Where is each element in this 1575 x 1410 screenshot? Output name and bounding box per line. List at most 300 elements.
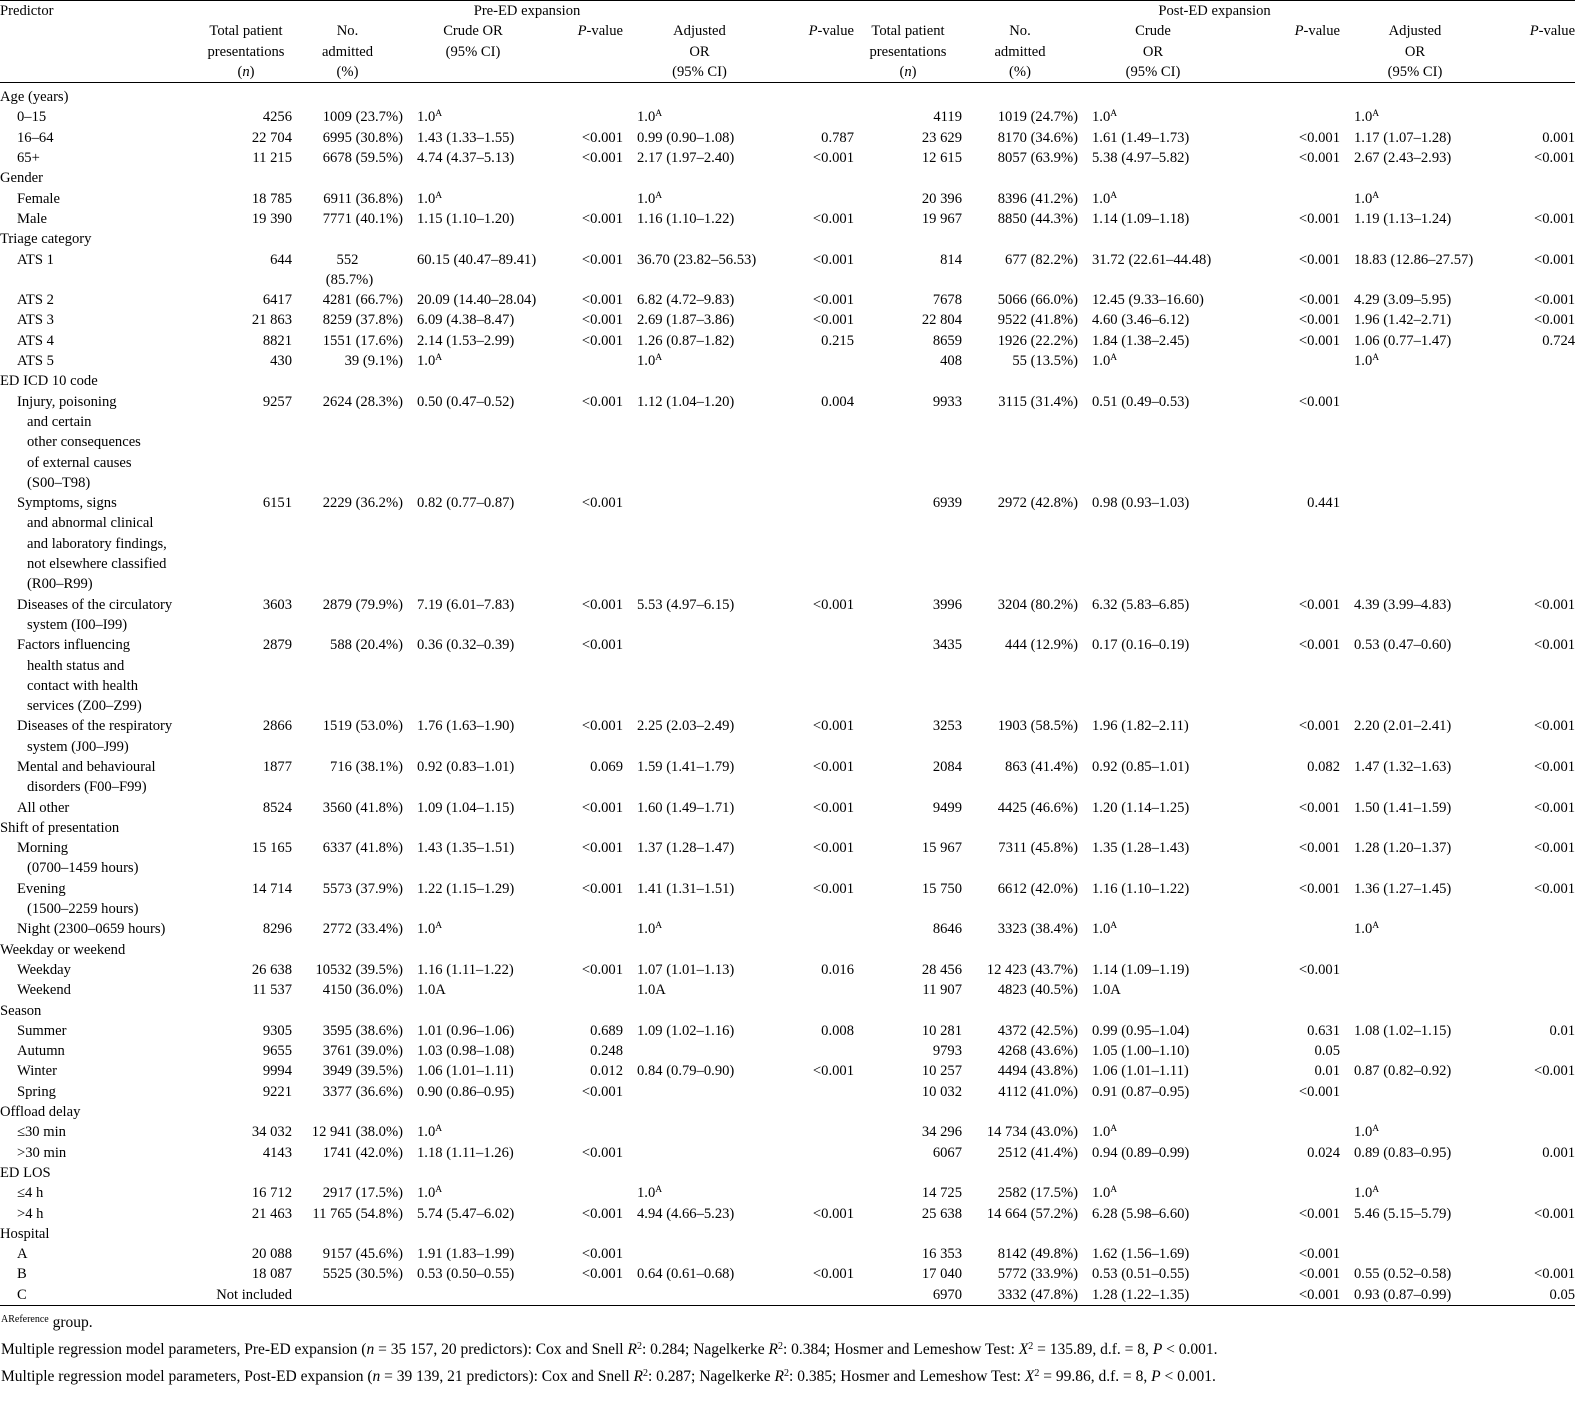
predictor-label: [0, 1082, 200, 1102]
pre-crude-p-value-cell: <0.001: [581, 1205, 623, 1222]
post-adjusted-or-cell: 18.83 (12.86–27.57): [1354, 251, 1474, 268]
pre-adjusted-or-cell: [623, 1082, 776, 1102]
header-line: Adjusted: [673, 23, 726, 40]
predictor-label: [0, 209, 200, 229]
pre-no-admitted-cell: 6678 (59.5%): [322, 150, 403, 167]
pre-crude-p-value-cell: [543, 1183, 623, 1203]
post-adjusted-p-value-cell: [1490, 392, 1575, 493]
pre-crude-or-cell: $1.0^A$: [417, 1185, 443, 1202]
post-total-presentations-cell: 15 750: [921, 880, 962, 897]
header-line: Total patient: [209, 23, 283, 40]
pre-no-admitted-cell: 5525 (30.5%): [322, 1266, 403, 1283]
post-crude-p-value-cell: [1228, 189, 1340, 209]
table-row: [0, 351, 1575, 371]
pre-crude-or-cell: $1.0^A$: [417, 109, 443, 126]
table-row: [0, 595, 1575, 636]
pre-adjusted-or-cell: 1.41 (1.31–1.51): [637, 880, 735, 897]
pre-crude-p-value-cell: <0.001: [581, 332, 623, 349]
pre-adjusted-or-cell: 6.82 (4.72–9.83): [637, 292, 735, 309]
post-total-presentations-cell: 3996: [932, 596, 962, 613]
header-line: (%): [336, 63, 359, 80]
pre-crude-or-cell: 6.09 (4.38–8.47): [417, 312, 515, 329]
post-total-presentations-cell: 19 967: [921, 210, 962, 227]
footnote-3: Multiple regression model parameters, Post-ED expansion (n = 39 139, 21 predictors): Cox and Snell $R^2$: 0.287; Nagelkerke $R^2$: 0.385; Hosmer and Lemeshow Test: $X^2 = 99.86$, d.f. = 8, P < 0.001.: [1, 1368, 1216, 1385]
pre-crude-or-cell: 1.01 (0.96–1.06): [417, 1022, 515, 1039]
pre-adjusted-p-value-cell: 0.787: [821, 129, 854, 146]
predictor-label-line: of external causes: [27, 454, 132, 471]
table-row: [0, 310, 1575, 330]
predictor-label: [0, 392, 200, 493]
predictor-label-line: >4 h: [17, 1205, 44, 1222]
pre-crude-p-value-cell: <0.001: [581, 210, 623, 227]
pre-total-presentations-cell: 8296: [262, 921, 292, 938]
pre-crude-p-value-cell: <0.001: [581, 880, 623, 897]
post-crude-p-value-cell: <0.001: [1298, 129, 1340, 146]
header-line: P-value: [808, 23, 854, 40]
pre-crude-or-cell: 4.74 (4.37–5.13): [417, 150, 515, 167]
pre-total-presentations-cell: 2866: [262, 718, 292, 735]
post-crude-p-value-cell: <0.001: [1298, 1266, 1340, 1283]
post-adjusted-or-cell: 1.08 (1.02–1.15): [1354, 1022, 1452, 1039]
post-total-presentations-cell: 12 615: [921, 150, 962, 167]
predictor-label: [0, 757, 200, 798]
pre-no-admitted-cell: 3949 (39.5%): [322, 1063, 403, 1080]
post-no-admitted-cell: 5772 (33.9%): [997, 1266, 1078, 1283]
table-footnotes: [0, 1312, 1475, 1387]
pre-adjusted-p-value-header: [776, 21, 854, 82]
predictor-label: [0, 919, 200, 939]
predictor-label: [0, 189, 200, 209]
predictor-label-line: other consequences: [27, 434, 141, 451]
predictor-label-line: A: [17, 1246, 28, 1263]
pre-adjusted-or-cell: [623, 1122, 776, 1142]
post-crude-or-cell: 5.38 (4.97–5.82): [1092, 150, 1190, 167]
post-total-presentations-cell: 28 456: [921, 961, 962, 978]
pre-crude-or-cell: [403, 1285, 543, 1306]
predictor-label-line: not elsewhere classified: [27, 556, 167, 573]
table-group-row: [0, 1001, 1575, 1021]
predictor-label-line: Weekend: [17, 982, 71, 999]
header-line: P-value: [577, 23, 623, 40]
header-line: Crude: [1135, 23, 1171, 40]
predictor-label-line: Diseases of the circulatory: [17, 596, 173, 613]
pre-no-admitted-cell: 9157 (45.6%): [322, 1246, 403, 1263]
pre-no-admitted-cell: 3377 (36.6%): [322, 1083, 403, 1100]
predictor-label: [0, 798, 200, 818]
pre-total-presentations-cell: 2879: [262, 637, 292, 654]
post-adjusted-p-value-cell: [1490, 107, 1575, 127]
header-line: presentations: [869, 43, 947, 60]
pre-no-admitted-cell: 1741 (42.0%): [322, 1144, 403, 1161]
post-crude-or-cell: 0.53 (0.51–0.55): [1092, 1266, 1190, 1283]
predictor-label-line: Night (2300–0659 hours): [17, 921, 166, 938]
pre-no-admitted-cell: 5573 (37.9%): [322, 880, 403, 897]
post-adjusted-p-value-cell: [1490, 1122, 1575, 1142]
post-adjusted-p-value-cell: <0.001: [1534, 718, 1575, 735]
pre-total-presentations-cell: 18 087: [251, 1266, 292, 1283]
post-no-admitted-cell: 12 423 (43.7%): [986, 961, 1078, 978]
predictor-label-line: ATS 3: [17, 312, 54, 329]
post-no-admitted-cell: 8396 (41.2%): [997, 190, 1078, 207]
post-crude-p-value-cell: <0.001: [1298, 292, 1340, 309]
post-no-admitted-cell: 9522 (41.8%): [997, 312, 1078, 329]
predictor-label-line: and certain: [27, 413, 92, 430]
pre-crude-or-cell: 1.15 (1.10–1.20): [417, 210, 515, 227]
pre-crude-or-cell: $1.0^A$: [417, 190, 443, 207]
pre-no-admitted-cell: 6911 (36.8%): [323, 190, 403, 207]
post-crude-p-value-cell: [1228, 351, 1340, 371]
post-crude-or-cell: 1.35 (1.28–1.43): [1092, 840, 1190, 857]
pre-crude-or-cell: $1.0^A$: [417, 921, 443, 938]
pre-adjusted-p-value-cell: [776, 1143, 854, 1163]
post-total-presentations-cell: 408: [940, 353, 962, 370]
post-adjusted-or-cell: $1.0^A$: [1354, 921, 1380, 938]
post-crude-or-cell: 1.84 (1.38–2.45): [1092, 332, 1190, 349]
predictor-label-line: Symptoms, signs: [17, 495, 117, 512]
pre-adjusted-or-cell: [623, 1244, 776, 1264]
post-total-presentations-header: [854, 21, 962, 82]
post-adjusted-p-value-cell: [1490, 1041, 1575, 1061]
post-adjusted-or-cell: 1.47 (1.32–1.63): [1354, 758, 1452, 775]
pre-no-admitted-cell: 2917 (17.5%): [322, 1185, 403, 1202]
header-pre-ed-expansion: Pre-ED expansion: [200, 1, 854, 22]
post-adjusted-or-cell: 0.87 (0.82–0.92): [1354, 1063, 1452, 1080]
post-adjusted-p-value-cell: <0.001: [1534, 1205, 1575, 1222]
post-adjusted-p-value-cell: <0.001: [1534, 758, 1575, 775]
post-crude-p-value-cell: <0.001: [1298, 637, 1340, 654]
pre-crude-or-cell: 0.36 (0.32–0.39): [417, 637, 515, 654]
post-no-admitted-cell: 863 (41.4%): [1005, 758, 1078, 775]
post-crude-p-value-cell: [1228, 919, 1340, 939]
table-row: [0, 798, 1575, 818]
post-crude-p-value-cell: <0.001: [1298, 799, 1340, 816]
predictor-label: [0, 879, 200, 920]
post-adjusted-or-cell: 5.46 (5.15–5.79): [1354, 1205, 1452, 1222]
pre-adjusted-or-cell: $1.0^A$: [637, 353, 663, 370]
post-no-admitted-cell: 55 (13.5%): [1012, 353, 1078, 370]
pre-total-presentations-cell: 9305: [262, 1022, 292, 1039]
predictor-label-line: Morning: [17, 840, 69, 857]
post-adjusted-or-cell: $1.0^A$: [1354, 353, 1380, 370]
pre-crude-p-value-cell: 0.012: [590, 1063, 623, 1080]
pre-total-presentations-cell: 9257: [262, 393, 292, 410]
post-no-admitted-cell: 3332 (47.8%): [962, 1285, 1078, 1306]
table-row: [0, 1082, 1575, 1102]
post-crude-or-cell: 0.98 (0.93–1.03): [1092, 495, 1190, 512]
post-crude-or-cell: 12.45 (9.33–16.60): [1092, 292, 1204, 309]
pre-crude-p-value-cell: <0.001: [581, 312, 623, 329]
pre-crude-p-value-cell: <0.001: [581, 596, 623, 613]
post-adjusted-or-cell: 1.19 (1.13–1.24): [1354, 210, 1452, 227]
post-crude-or-cell: 0.91 (0.87–0.95): [1092, 1083, 1190, 1100]
post-total-presentations-cell: 9499: [932, 799, 962, 816]
post-crude-p-value-cell: <0.001: [1298, 312, 1340, 329]
post-crude-p-value-cell: [1228, 1122, 1340, 1142]
post-no-admitted-cell: 6612 (42.0%): [997, 880, 1078, 897]
pre-crude-p-value-cell: <0.001: [581, 1144, 623, 1161]
post-total-presentations-cell: 9933: [932, 393, 962, 410]
post-crude-p-value-cell: 0.631: [1307, 1022, 1340, 1039]
post-crude-p-value-cell: <0.001: [1298, 251, 1340, 268]
post-total-presentations-cell: 6970: [854, 1285, 962, 1306]
predictor-label-line: Winter: [17, 1063, 57, 1080]
pre-total-presentations-header: [200, 21, 292, 82]
table-row: [0, 189, 1575, 209]
header-line: Adjusted: [1388, 23, 1442, 40]
pre-crude-p-value-cell: <0.001: [581, 799, 623, 816]
pre-adjusted-or-cell: [623, 1143, 776, 1163]
post-no-admitted-cell: 7311 (45.8%): [998, 840, 1078, 857]
predictor-label-line: services (Z00–Z99): [27, 698, 142, 715]
pre-no-admitted-cell: 588 (20.4%): [330, 637, 403, 654]
pre-adjusted-or-cell: 2.17 (1.97–2.40): [637, 150, 735, 167]
post-total-presentations-cell: 8646: [932, 921, 962, 938]
post-adjusted-p-value-cell: 0.724: [1542, 332, 1575, 349]
post-crude-or-cell: 0.92 (0.85–1.01): [1092, 758, 1190, 775]
post-total-presentations-cell: 6067: [932, 1144, 962, 1161]
pre-adjusted-p-value-cell: [776, 107, 854, 127]
predictor-label: [0, 595, 200, 636]
pre-adjusted-p-value-cell: 0.004: [821, 393, 854, 410]
predictor-label: [0, 1264, 200, 1284]
pre-crude-p-value-cell: <0.001: [581, 1266, 623, 1283]
table-row: [0, 1021, 1575, 1041]
pre-total-presentations-cell: Not included: [200, 1285, 292, 1306]
pre-crude-p-value-cell: <0.001: [581, 840, 623, 857]
post-no-admitted-cell: 2582 (17.5%): [997, 1185, 1078, 1202]
pre-crude-p-value-cell: <0.001: [581, 150, 623, 167]
post-adjusted-or-cell: 1.50 (1.41–1.59): [1354, 799, 1452, 816]
pre-crude-or-cell: 2.14 (1.53–2.99): [417, 332, 515, 349]
pre-no-admitted-cell: 2772 (33.4%): [322, 921, 403, 938]
predictor-label-line: 0–15: [17, 109, 47, 126]
pre-adjusted-or-cell: 1.16 (1.10–1.22): [637, 210, 735, 227]
pre-adjusted-p-value-cell: [776, 1082, 854, 1102]
post-crude-p-value-cell: [1228, 107, 1340, 127]
table-row: [0, 209, 1575, 229]
predictor-label-line: (1500–2259 hours): [27, 901, 139, 918]
post-crude-p-value-cell: <0.001: [1298, 393, 1340, 410]
post-adjusted-or-cell: 4.39 (3.99–4.83): [1354, 596, 1452, 613]
post-adjusted-p-value-cell: [1490, 1082, 1575, 1102]
pre-total-presentations-cell: 9221: [262, 1083, 292, 1100]
pre-adjusted-p-value-cell: <0.001: [812, 210, 854, 227]
predictor-label-line: Factors influencing: [17, 637, 131, 654]
pre-no-admitted-cell: 6995 (30.8%): [322, 129, 403, 146]
header-line: OR: [1142, 43, 1164, 60]
post-adjusted-or-cell: 1.17 (1.07–1.28): [1354, 129, 1452, 146]
header-line: Crude OR: [443, 23, 503, 40]
pre-crude-or-cell: $1.0^A$: [417, 353, 443, 370]
post-no-admitted-cell: 8142 (49.8%): [997, 1246, 1078, 1263]
pre-no-admitted-cell: 4281 (66.7%): [322, 292, 403, 309]
predictor-label: [0, 331, 200, 351]
post-adjusted-p-value-cell: <0.001: [1534, 799, 1575, 816]
pre-no-admitted-cell: 2229 (36.2%): [322, 495, 403, 512]
pre-adjusted-or-cell: 1.60 (1.49–1.71): [637, 799, 735, 816]
pre-no-admitted-cell: 4150 (36.0%): [322, 982, 403, 999]
post-total-presentations-cell: 25 638: [921, 1205, 962, 1222]
post-crude-p-value-cell: <0.001: [1298, 1246, 1340, 1263]
table-row: [0, 290, 1575, 310]
predictor-label: [0, 493, 200, 594]
pre-no-admitted-cell: 2624 (28.3%): [322, 393, 403, 410]
post-crude-or-cell: 1.16 (1.10–1.22): [1092, 880, 1190, 897]
pre-adjusted-or-cell: 2.25 (2.03–2.49): [637, 718, 735, 735]
header-line: P-value: [1294, 23, 1340, 40]
post-no-admitted-cell: 3204 (80.2%): [997, 596, 1078, 613]
post-adjusted-or-cell: [1340, 1041, 1490, 1061]
predictor-label: [0, 960, 200, 980]
pre-no-admitted-cell: 6337 (41.8%): [322, 840, 403, 857]
post-crude-or-cell: 0.51 (0.49–0.53): [1092, 393, 1190, 410]
post-crude-or-header: [1078, 21, 1228, 82]
post-adjusted-p-value-cell: [1490, 1183, 1575, 1203]
post-adjusted-p-value-cell: [1490, 980, 1575, 1000]
predictor-label-line: (S00–T98): [27, 474, 91, 491]
table-row: [0, 493, 1575, 594]
table-row: [0, 331, 1575, 351]
post-total-presentations-cell: 22 804: [921, 312, 962, 329]
pre-adjusted-p-value-cell: <0.001: [812, 758, 854, 775]
pre-crude-p-value-cell: [543, 107, 623, 127]
table-group-row: [0, 87, 1575, 107]
pre-crude-or-cell: 1.43 (1.33–1.55): [417, 129, 515, 146]
pre-crude-p-value-header: [543, 21, 623, 82]
post-crude-p-value-header: [1228, 21, 1340, 82]
pre-crude-or-cell: 1.76 (1.63–1.90): [417, 718, 515, 735]
post-adjusted-p-value-cell: <0.001: [1534, 596, 1575, 613]
predictor-label: [0, 250, 200, 291]
predictor-label-line: and laboratory findings,: [27, 535, 167, 552]
post-adjusted-p-value-cell: <0.001: [1534, 312, 1575, 329]
post-crude-or-cell: 1.05 (1.00–1.10): [1092, 1043, 1190, 1060]
post-total-presentations-cell: 3435: [932, 637, 962, 654]
pre-total-presentations-cell: 16 712: [251, 1185, 292, 1202]
pre-adjusted-p-value-cell: [776, 351, 854, 371]
predictor-label: [0, 635, 200, 716]
post-crude-or-cell: 1.14 (1.09–1.18): [1092, 210, 1190, 227]
pre-crude-p-value-cell: 0.069: [590, 758, 623, 775]
header-line: Total patient: [871, 23, 945, 40]
pre-crude-or-cell: 5.74 (5.47–6.02): [417, 1205, 515, 1222]
pre-no-admitted-cell: 1009 (23.7%): [322, 109, 403, 126]
post-adjusted-or-cell: 1.06 (0.77–1.47): [1354, 332, 1452, 349]
post-adjusted-or-cell: 0.93 (0.87–0.99): [1340, 1285, 1490, 1306]
post-adjusted-or-cell: [1340, 960, 1490, 980]
pre-adjusted-or-cell: 0.99 (0.90–1.08): [637, 129, 735, 146]
pre-adjusted-or-cell: 4.94 (4.66–5.23): [637, 1205, 735, 1222]
pre-crude-p-value-cell: [543, 351, 623, 371]
pre-total-presentations-cell: 4256: [262, 109, 292, 126]
cell-line: 552: [336, 251, 359, 268]
pre-adjusted-p-value-cell: [776, 1122, 854, 1142]
pre-adjusted-p-value-cell: [776, 1183, 854, 1203]
pre-adjusted-or-cell: 1.09 (1.02–1.16): [637, 1022, 735, 1039]
table-row: [0, 1285, 1575, 1306]
table-row: [0, 1122, 1575, 1142]
pre-total-presentations-cell: 19 390: [251, 210, 292, 227]
pre-adjusted-or-cell: 0.84 (0.79–0.90): [637, 1063, 735, 1080]
pre-adjusted-p-value-cell: <0.001: [812, 1205, 854, 1222]
group-label: ED LOS: [0, 1164, 51, 1181]
post-adjusted-p-value-cell: <0.001: [1534, 251, 1575, 268]
header-line: (n): [899, 63, 917, 80]
predictor-label: [0, 148, 200, 168]
pre-no-admitted-cell: 2879 (79.9%): [322, 596, 403, 613]
post-no-admitted-cell: 1903 (58.5%): [997, 718, 1078, 735]
pre-adjusted-p-value-cell: <0.001: [812, 596, 854, 613]
post-adjusted-p-value-cell: [1490, 960, 1575, 980]
table-row: [0, 960, 1575, 980]
post-crude-or-cell: 4.60 (3.46–6.12): [1092, 312, 1190, 329]
header-post-ed-expansion: Post-ED expansion: [854, 1, 1575, 22]
post-adjusted-p-value-cell: <0.001: [1534, 637, 1575, 654]
post-crude-or-cell: 0.94 (0.89–0.99): [1092, 1144, 1190, 1161]
table-row: [0, 1204, 1575, 1224]
pre-adjusted-p-value-cell: <0.001: [812, 1266, 854, 1283]
pre-total-presentations-cell: 26 638: [251, 961, 292, 978]
pre-total-presentations-cell: 20 088: [251, 1246, 292, 1263]
pre-adjusted-or-cell: $1.0^A$: [637, 1185, 663, 1202]
table-row: [0, 1264, 1575, 1284]
header-line: (95% CI): [445, 43, 501, 60]
group-label: Shift of presentation: [0, 819, 120, 836]
table-group-row: [0, 818, 1575, 838]
pre-adjusted-p-value-cell: [776, 1041, 854, 1061]
post-no-admitted-header: [962, 21, 1078, 82]
pre-crude-p-value-cell: 0.689: [590, 1022, 623, 1039]
pre-adjusted-p-value-cell: <0.001: [812, 312, 854, 329]
pre-no-admitted-cell: 716 (38.1%): [330, 758, 403, 775]
post-no-admitted-cell: 1019 (24.7%): [997, 109, 1078, 126]
post-total-presentations-cell: 8659: [932, 332, 962, 349]
predictor-label-line: 16–64: [17, 129, 54, 146]
post-crude-or-cell: $1.0^A$: [1092, 1185, 1118, 1202]
pre-crude-or-cell: 0.53 (0.50–0.55): [417, 1266, 515, 1283]
pre-crude-p-value-cell: <0.001: [581, 129, 623, 146]
post-crude-p-value-cell: 0.01: [1314, 1063, 1340, 1080]
post-crude-p-value-cell: 0.441: [1307, 495, 1340, 512]
post-no-admitted-cell: 1926 (22.2%): [997, 332, 1078, 349]
pre-total-presentations-cell: 14 714: [251, 880, 292, 897]
cell-line: (85.7%): [325, 271, 374, 288]
post-crude-or-cell: 1.28 (1.22–1.35): [1078, 1285, 1228, 1306]
post-crude-p-value-cell: 0.082: [1307, 758, 1340, 775]
post-adjusted-or-cell: 0.55 (0.52–0.58): [1354, 1266, 1452, 1283]
group-label: Weekday or weekend: [0, 941, 126, 958]
pre-adjusted-p-value-cell: [776, 919, 854, 939]
pre-adjusted-or-cell: 5.53 (4.97–6.15): [637, 596, 735, 613]
pre-crude-p-value-cell: <0.001: [581, 1083, 623, 1100]
predictor-label: [0, 1021, 200, 1041]
post-adjusted-or-cell: $1.0^A$: [1354, 1185, 1380, 1202]
table-row: [0, 716, 1575, 757]
header-line: admitted: [994, 43, 1046, 60]
post-adjusted-p-value-cell: 0.001: [1542, 1144, 1575, 1161]
pre-adjusted-or-cell: [623, 1041, 776, 1061]
header-line: OR: [689, 43, 710, 60]
pre-adjusted-p-value-cell: <0.001: [812, 251, 854, 268]
table-group-row: [0, 1102, 1575, 1122]
predictor-label-line: ATS 1: [17, 251, 54, 268]
post-total-presentations-cell: 15 967: [921, 840, 962, 857]
predictor-label: [0, 1244, 200, 1264]
post-adjusted-or-cell: [1340, 392, 1490, 493]
predictor-label: [0, 290, 200, 310]
post-total-presentations-cell: 23 629: [921, 129, 962, 146]
header-line: (%): [1009, 63, 1031, 80]
